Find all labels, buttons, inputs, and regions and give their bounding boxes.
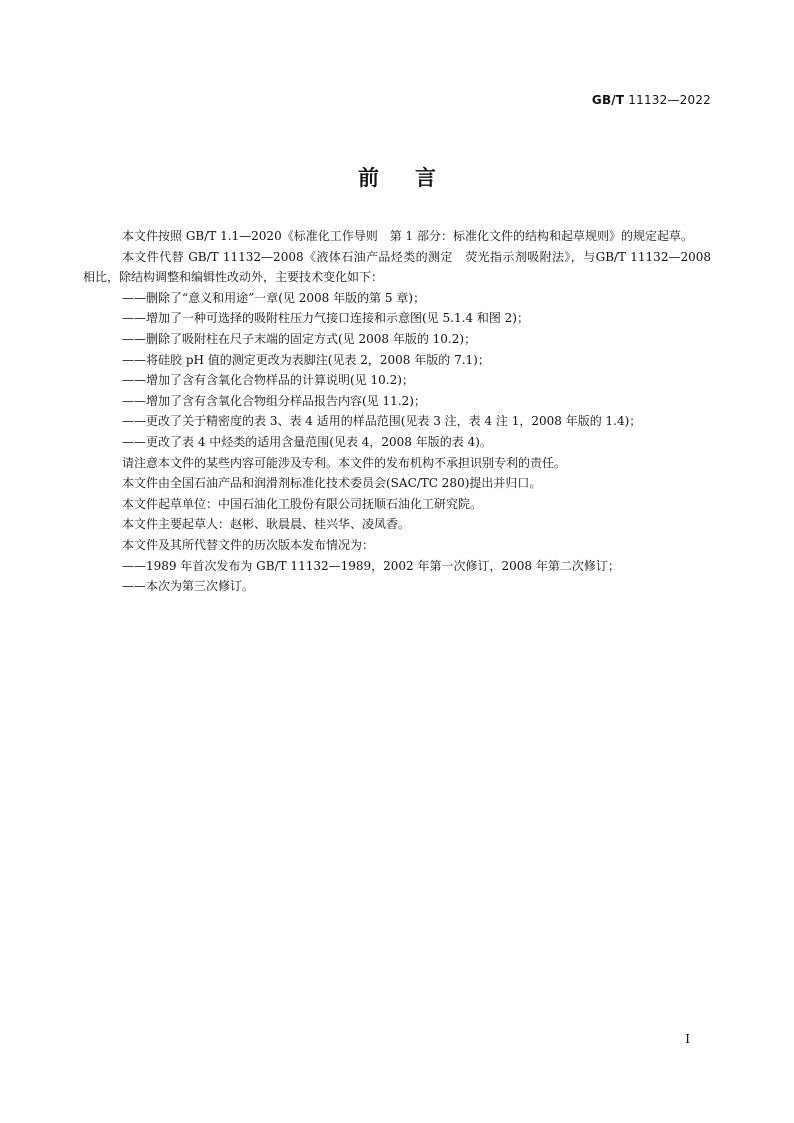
list-item: ——更改了关于精密度的表 3、表 4 适用的样品范围(见表 3 注，表 4 注 1，2008 年版的 1.4)； [122, 414, 642, 429]
paragraph-replacement: 本文件代替 GB/T 11132—2008《液体石油产品烃类的测定 荧光指示剂吸附法》，与GB/T 11132—2008 相比，除结构调整和编辑性改动外，主要技术变化如下： [83, 249, 711, 285]
standard-number-rest: 11132—2022 [624, 93, 711, 107]
list-item: ——本次为第三次修订。 [122, 579, 255, 594]
standard-number [592, 93, 711, 107]
list-item: ——增加了含有含氧化合物组分样品报告内容(见 11.2)； [122, 393, 426, 408]
paragraph-patent-notice: 请注意本文件的某些内容可能涉及专利。本文件的发布机构不承担识别专利的责任。 [122, 455, 567, 470]
list-item: ——1989 年首次发布为 GB/T 11132—1989，2002 年第一次修订，2008 年第二次修订； [122, 558, 620, 573]
page-title: 前言 [358, 166, 472, 190]
list-item: ——增加了含有含氧化合物样品的计算说明(见 10.2)； [122, 373, 414, 388]
standard-number-prefix: GB/T [591, 93, 625, 107]
paragraph-drafting-unit: 本文件起草单位：中国石油化工股份有限公司抚顺石油化工研究院。 [122, 496, 483, 511]
paragraph-proposer: 本文件由全国石油产品和润滑剂标准化技术委员会(SAC/TC 280)提出并归口。 [122, 476, 542, 491]
preface-body [83, 226, 711, 597]
list-item: ——删除了“意义和用途”一章(见 2008 年版的第 5 章)； [122, 290, 426, 305]
paragraph-drafters: 本文件主要起草人：赵彬、耿晨晨、桂兴华、凌凤香。 [122, 517, 411, 532]
list-item: ——将硅胶 pH 值的测定更改为表脚注(见表 2，2008 年版的 7.1)； [122, 352, 490, 367]
page-number: I [685, 1032, 690, 1046]
paragraph-drafting-rules: 本文件按照 GB/T 1.1—2020《标准化工作导则 第 1 部分：标准化文件的结构和起草规则》的规定起草。 [122, 229, 693, 243]
list-item: ——删除了吸附柱在尺子末端的固定方式(见 2008 年版的 10.2)； [122, 331, 477, 346]
list-item: ——增加了一种可选择的吸附柱压力气接口连接和示意图(见 5.1.4 和图 2)； [122, 311, 529, 326]
paragraph-version-history: 本文件及其所代替文件的历次版本发布情况为： [122, 537, 375, 552]
list-item: ——更改了表 4 中烃类的适用含量范围(见表 4，2008 年版的表 4)。 [122, 434, 492, 449]
